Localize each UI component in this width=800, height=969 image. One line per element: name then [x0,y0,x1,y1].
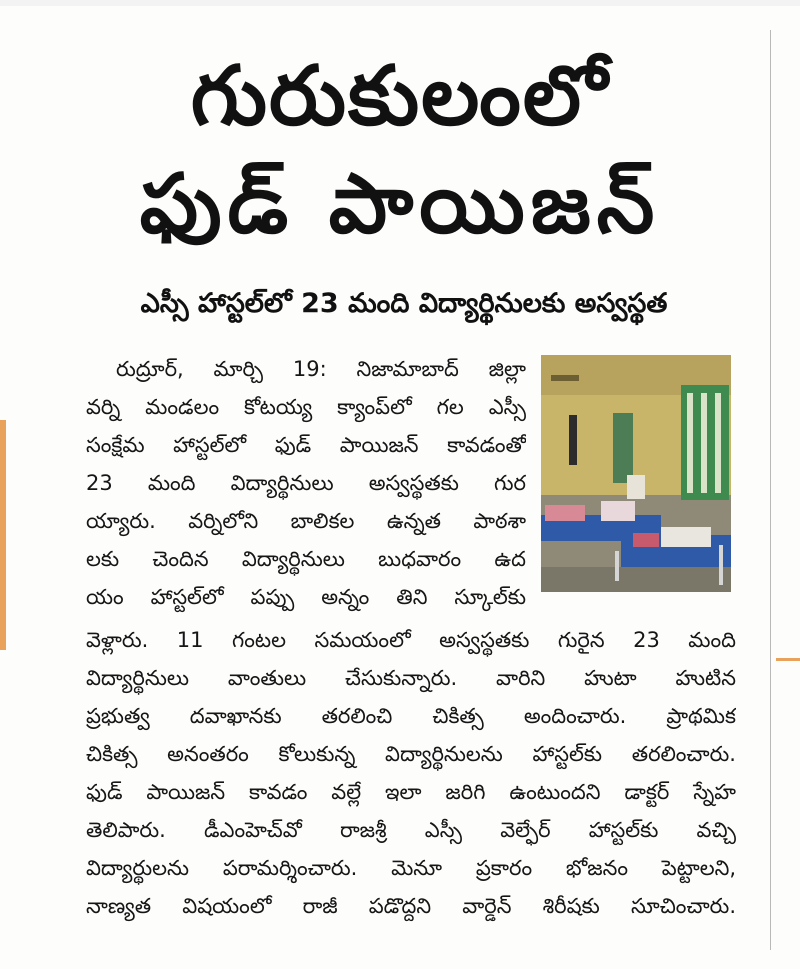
hospital-ward-photo [541,355,731,592]
body-line: వర్ని మండలం కోటయ్య క్యాంప్‌లో గల ఎస్సీ [86,395,526,419]
body-line: యం హాస్టల్‌లో పప్పు అన్నం తిని స్కూల్‌కు [86,585,526,609]
body-line: ఫుడ్ పాయిజన్ కావడం వల్లే ఇలా జరిగి ఉంటుందని డాక్టర్ స్నేహ [86,780,736,804]
body-line: విద్యార్థినులు వాంతులు చేసుకున్నారు. వారిని హుటా హుటిన [86,666,736,690]
body-line: వెళ్లారు. 11 గంటల సమయంలో అస్వస్థతకు గురైన 23 మంది [86,628,736,652]
body-line: లకు చెందిన విద్యార్థినులు బుధవారం ఉద [86,547,526,571]
body-line: 23 మంది విద్యార్థినులు అస్వస్థతకు గుర [86,471,526,495]
body-line: య్యారు. వర్నిలోని బాలికల ఉన్నత పాఠశా [86,509,526,533]
body-line: విద్యార్థులను పరామర్శించారు. మెనూ ప్రకారం భోజనం పెట్టాలని, [86,856,736,880]
body-line: తెలిపారు. డీఎంహెచ్‌వో రాజశ్రీ ఎస్సీ వెల్ఫేర్ హాస్టల్‌కు వచ్చి [86,818,736,842]
right-margin-mark [776,658,800,661]
left-margin-mark [0,420,6,650]
body-line: రుద్రూర్, మార్చి 19: నిజామాబాద్ జిల్లా [116,357,526,381]
body-line: సంక్షేమ హాస్టల్‌లో ఫుడ్ పాయిజన్ కావడంతో [86,433,526,457]
photo-image [541,355,731,592]
body-line: నాణ్యత విషయంలో రాజీ పడొద్దని వార్డెన్ శిరీషకు సూచించారు. [86,894,736,918]
top-edge [0,0,800,6]
headline-line-2: ఫుడ్ పాయిజన్ [139,157,661,252]
column-rule [770,30,771,950]
subheadline: ఎస్సీ హాస్టల్‌లో 23 మంది విద్యార్థినులకు అస్వస్థత [140,288,668,319]
body-line: చికిత్స అనంతరం కోలుకున్న విద్యార్థినులను హాస్టల్‌కు తరలించారు. [86,742,736,766]
headline-line-1: గురుకులంలో [190,49,610,144]
body-line: ప్రభుత్వ దవాఖానకు తరలించి చికిత్స అందించారు. ప్రాథమిక [86,704,736,728]
